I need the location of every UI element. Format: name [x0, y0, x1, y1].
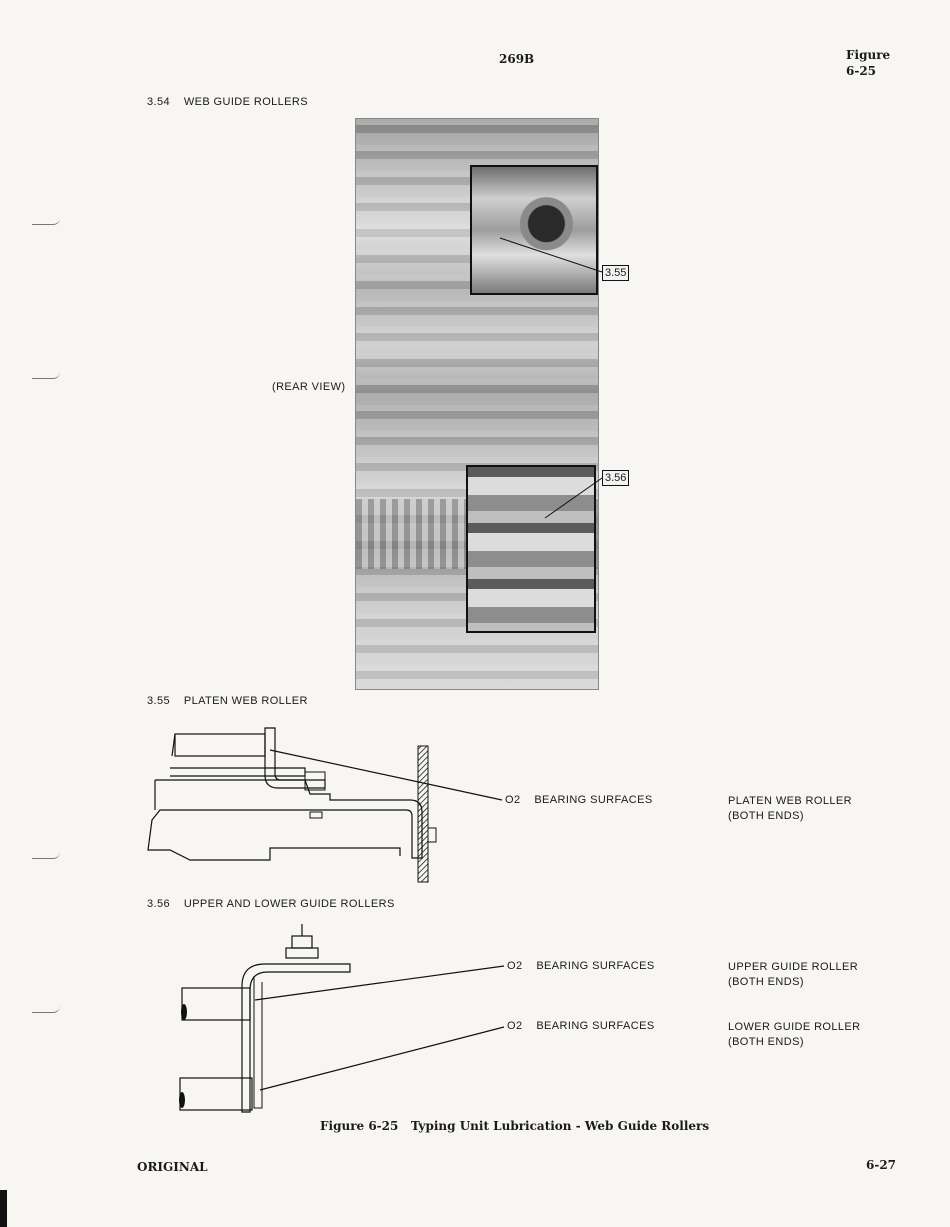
bearing-text: BEARING SURFACES — [534, 794, 653, 806]
rear-view-label: (REAR VIEW) — [272, 381, 346, 393]
part-note: (BOTH ENDS) — [728, 1036, 804, 1048]
bearing-callout-lower — [507, 1020, 655, 1032]
figure-label: Figure — [846, 48, 891, 62]
oil-code: O2 — [507, 960, 523, 972]
part-label-lower — [728, 1020, 861, 1050]
footer-left: ORIGINAL — [137, 1160, 208, 1174]
bearing-text: BEARING SURFACES — [536, 960, 655, 972]
doc-number: 269B — [499, 52, 535, 66]
part-label-upper — [728, 960, 858, 990]
section-number: 3.55 — [147, 695, 171, 707]
section-number: 3.54 — [147, 96, 171, 108]
callout-356: 3.56 — [602, 470, 629, 486]
section-number: 3.56 — [147, 898, 171, 910]
callout-355: 3.55 — [602, 265, 629, 281]
part-name: LOWER GUIDE ROLLER — [728, 1021, 861, 1033]
section-title: PLATEN WEB ROLLER — [183, 695, 308, 707]
section-title: UPPER AND LOWER GUIDE ROLLERS — [183, 898, 395, 910]
oil-code: O2 — [505, 794, 521, 806]
section-title: WEB GUIDE ROLLERS — [183, 96, 309, 108]
bearing-text: BEARING SURFACES — [536, 1020, 655, 1032]
part-name: PLATEN WEB ROLLER — [728, 795, 852, 807]
figure-caption: Figure 6-25 Typing Unit Lubrication - Web Guide Rollers — [320, 1119, 710, 1133]
oil-code: O2 — [507, 1020, 523, 1032]
page-number: 6-27 — [866, 1158, 897, 1172]
part-note: (BOTH ENDS) — [728, 976, 804, 988]
figure-number: 6-25 — [846, 64, 877, 78]
part-name: UPPER GUIDE ROLLER — [728, 961, 859, 973]
bearing-callout-upper — [507, 960, 655, 972]
part-note: (BOTH ENDS) — [728, 810, 804, 822]
